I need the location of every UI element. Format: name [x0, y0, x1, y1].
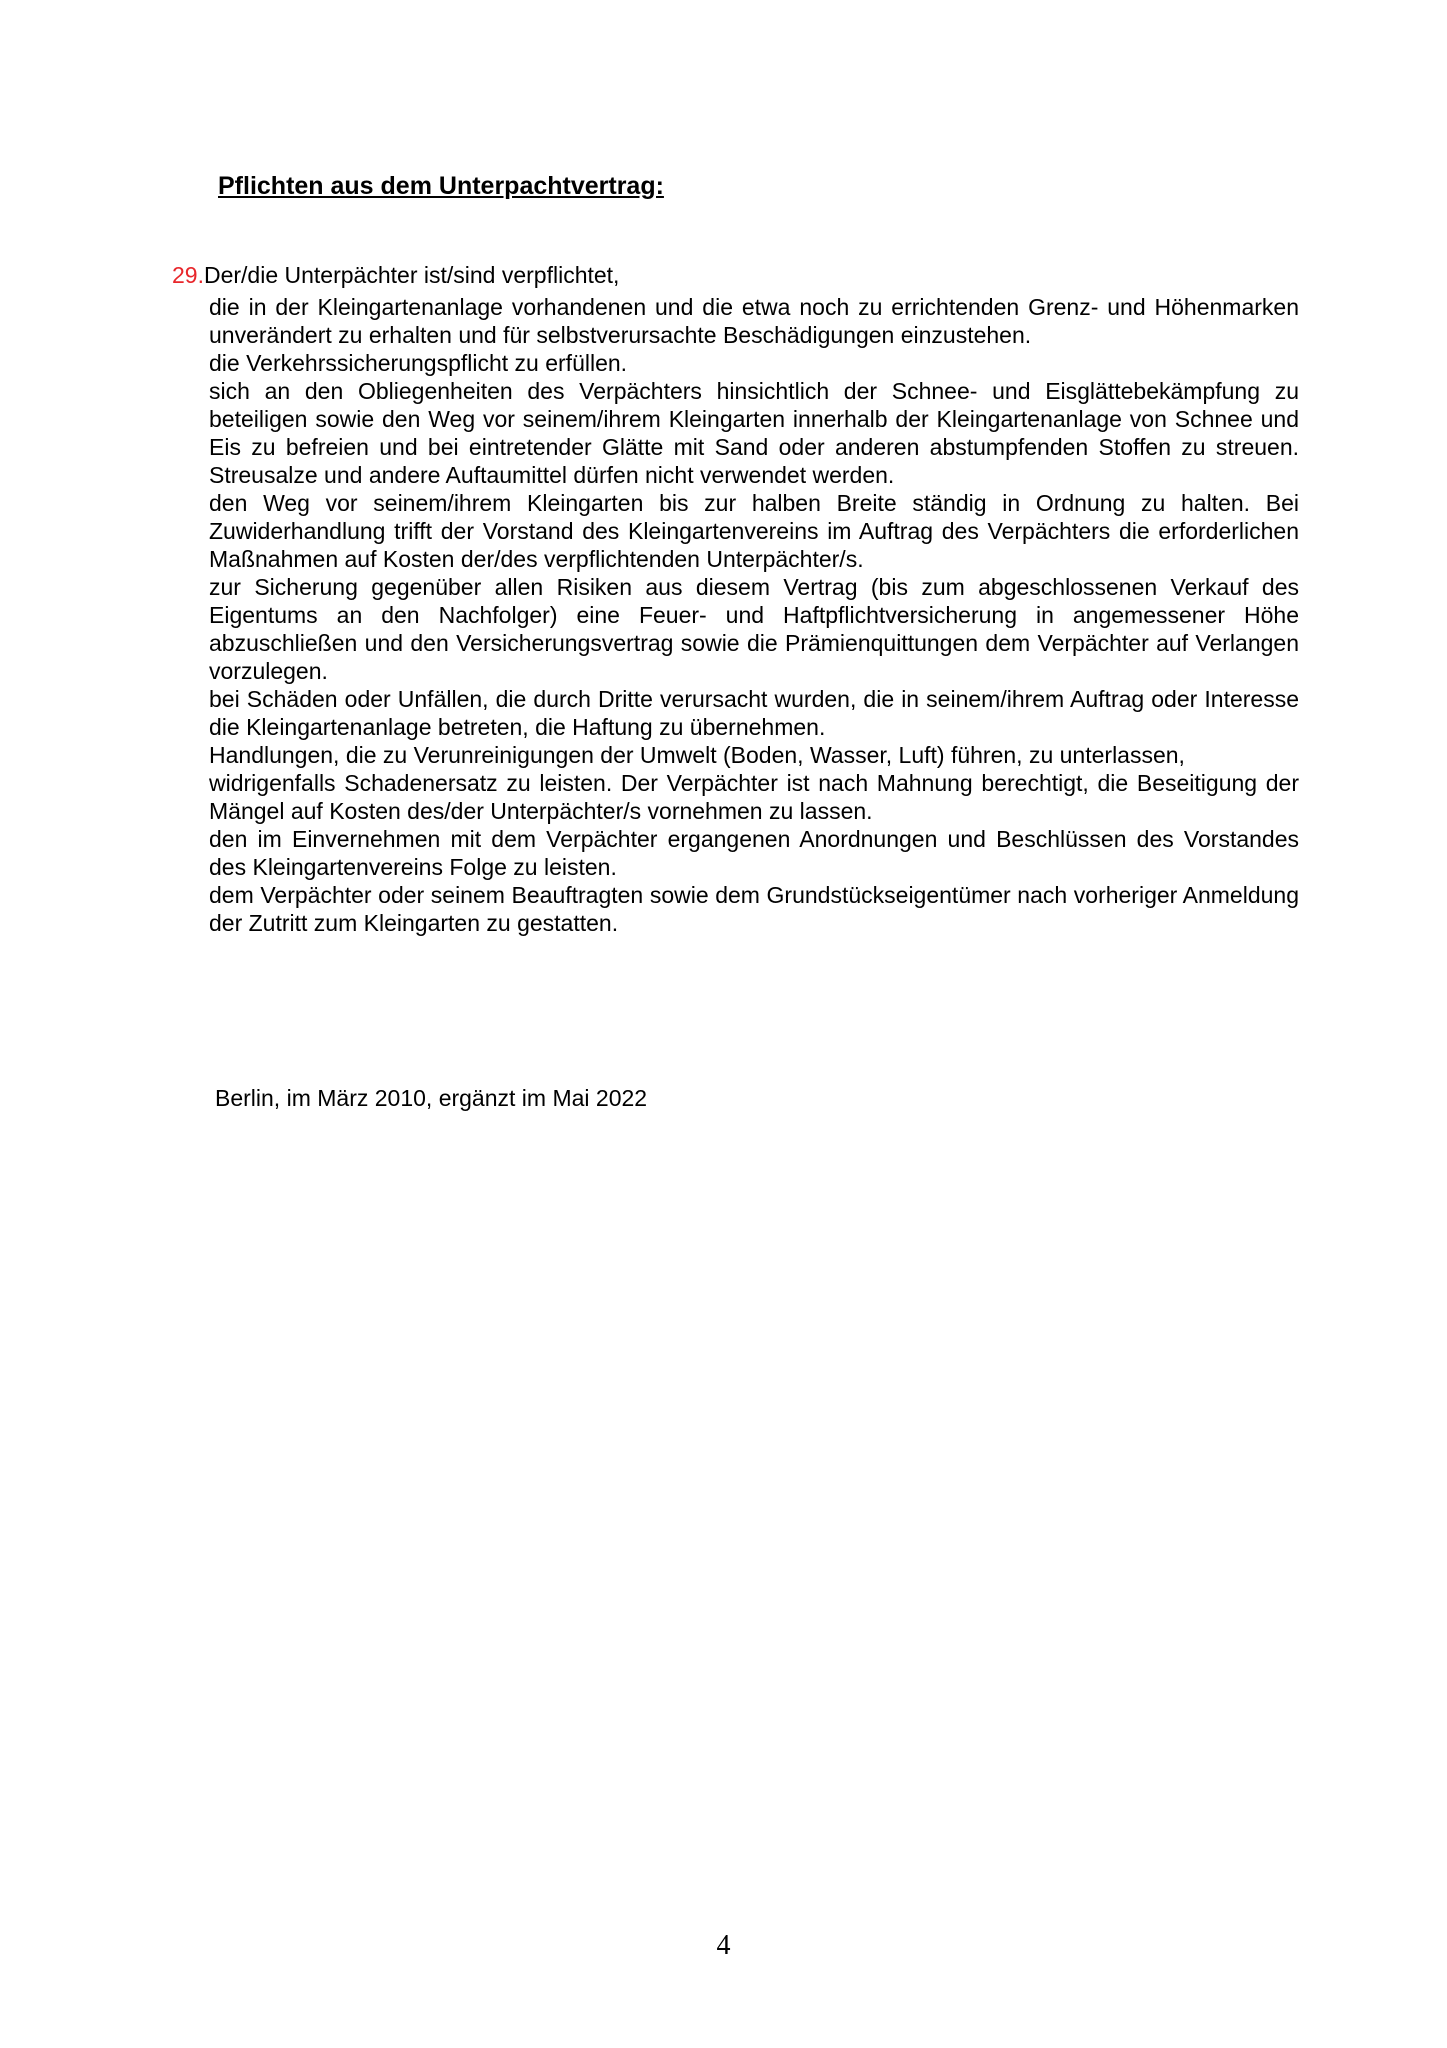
clause-intro-text: Der/die Unterpächter ist/sind verpflichtet, [203, 262, 620, 288]
section-heading: Pflichten aus dem Unterpachtvertrag: [218, 172, 664, 200]
obligation-item: dem Verpächter oder seinem Beauftragten sowie dem Grundstückseigentümer nach vorheriger Anmeldung der Zutritt zum Kleingarten zu gestatten. [209, 882, 1299, 936]
obligation-item: die in der Kleingartenanlage vorhandenen und die etwa noch zu errichtenden Grenz- und Höhenmarken unverändert zu erhalten und für selbstverursachte Beschädigungen einzustehen. [209, 294, 1299, 348]
obligation-item: die Verkehrssicherungspflicht zu erfüllen. [209, 350, 628, 376]
obligation-item: bei Schäden oder Unfällen, die durch Dritte verursacht wurden, die in seinem/ihrem Auftrag oder Interesse die Kleingartenanlage betreten, die Haftung zu übernehmen. [209, 686, 1299, 740]
obligation-item: den Weg vor seinem/ihrem Kleingarten bis zur halben Breite ständig in Ordnung zu halten. Bei Zuwiderhandlung trifft der Vorstand des Kleingartenvereins im Auftrag des Verpächters die erforderlichen Maßnahmen auf Kosten der/des verpflichtenden Unterpächter/s. [209, 490, 1299, 572]
page-number: 4 [716, 1930, 731, 1961]
signature-line: Berlin, im März 2010, ergänzt im Mai 2022 [215, 1085, 648, 1111]
obligation-item: Handlungen, die zu Verunreinigungen der Umwelt (Boden, Wasser, Luft) führen, zu unterlassen, [209, 742, 1185, 768]
obligation-item: zur Sicherung gegenüber allen Risiken aus diesem Vertrag (bis zum abgeschlossenen Verkauf des Eigentums an den Nachfolger) eine Feuer- und Haftpflichtversicherung in angemessener Höhe abzuschließen und den Versicherungsvertrag sowie die Prämienquittungen dem Verpächter auf Verlangen vorzulegen. [209, 574, 1299, 684]
obligation-item: widrigenfalls Schadenersatz zu leisten. Der Verpächter ist nach Mahnung berechtigt, die Beseitigung der Mängel auf Kosten des/der Unterpächter/s vornehmen zu lassen. [209, 770, 1299, 824]
obligation-list [209, 293, 1299, 937]
obligation-item: sich an den Obliegenheiten des Verpächters hinsichtlich der Schnee- und Eisglättebekämpfung zu beteiligen sowie den Weg vor seinem/ihrem Kleingarten innerhalb der Kleingartenanlage von Schnee und Eis zu befreien und bei eintretender Glätte mit Sand oder anderen abstumpfenden Stoffen zu streuen. Streusalze und andere Auftaumittel dürfen nicht verwendet werden. [209, 378, 1299, 488]
clause-number: 29. [172, 262, 204, 288]
clause-intro [172, 262, 619, 289]
obligation-item: den im Einvernehmen mit dem Verpächter ergangenen Anordnungen und Beschlüssen des Vorstandes des Kleingartenvereins Folge zu leisten. [209, 826, 1299, 880]
